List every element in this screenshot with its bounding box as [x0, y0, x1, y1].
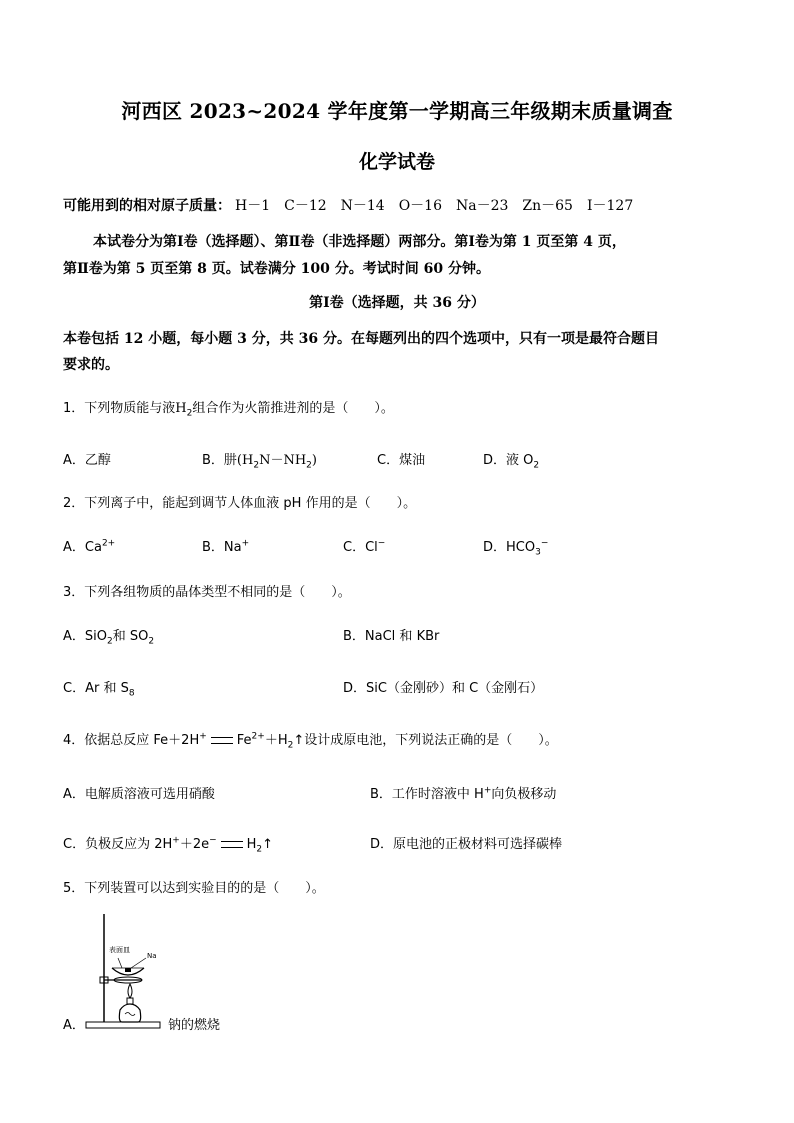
q4-option-c-text-d: ↑: [262, 837, 274, 852]
q3-option-a: [63, 625, 155, 647]
q3-option-a-text-1: A．SiO: [63, 629, 107, 644]
sodium-combustion-apparatus-figure: [84, 910, 164, 1032]
q4-stem-text-c: ＋H: [264, 733, 288, 748]
q1-option-c: C．煤油: [377, 453, 426, 468]
q3-option-a-sub-1: 2: [107, 636, 113, 647]
question-4-stem: [63, 729, 558, 751]
section-note-line-2: 要求的。: [63, 357, 119, 373]
q4-option-c-text-c: H: [246, 837, 257, 852]
q2-option-b-text: B．Na: [202, 540, 242, 555]
apparatus-drawing: [84, 910, 164, 1032]
q3-option-c-sub: 8: [128, 688, 135, 699]
q2-option-a: [63, 536, 115, 555]
q1-option-b-close: ): [311, 453, 317, 468]
q4-option-a: A．电解质溶液可选用硝酸: [63, 787, 215, 802]
q2-option-a-sup: 2+: [101, 538, 116, 549]
section-heading: 第Ⅰ卷（选择题，共 36 分）: [309, 295, 485, 311]
q1-option-b-formula-1: (H: [236, 453, 254, 468]
q4-option-b-text-a: B．工作时溶液中 H: [370, 787, 484, 802]
question-3-stem: 3．下列各组物质的晶体类型不相同的是（ ）。: [63, 585, 351, 600]
q4-option-d: D．原电池的正极材料可选择碳棒: [370, 837, 563, 852]
q5-option-a-caption: 钠的燃烧: [168, 1018, 221, 1033]
equals-double-line-icon: [221, 841, 243, 848]
q2-option-d-sup: −: [540, 538, 549, 549]
q2-option-c-text: C．Cl: [343, 540, 378, 555]
equals-double-line-icon: [211, 737, 233, 744]
q1-option-d-sub: 2: [533, 460, 540, 471]
q4-stem-sub: 2: [287, 740, 294, 751]
q2-option-b-sup: +: [241, 538, 250, 549]
q1-option-b: [202, 449, 317, 471]
q4-stem-text-b: Fe: [236, 733, 252, 748]
q1-option-d-label: D．液 O: [483, 453, 534, 468]
q3-option-c: [63, 677, 135, 699]
q1-option-d: [483, 449, 540, 471]
q3-option-d: D．SiC（金刚砂）和 C（金刚石）: [343, 681, 544, 696]
q1-option-b-sub-2: 2: [306, 460, 312, 471]
q1-h2-subscript: 2: [186, 408, 193, 419]
q2-option-c: [343, 536, 385, 555]
question-5-stem: 5．下列装置可以达到实验目的的是（ ）。: [63, 881, 325, 896]
intro-line-2: 第Ⅱ卷为第 5 页至第 8 页。试卷满分 100 分。考试时间 60 分钟。: [63, 261, 490, 277]
q4-option-c: [63, 833, 274, 855]
section-note-line-1: 本卷包括 12 小题，每小题 3 分，共 36 分。在每题列出的四个选项中，只有一项是最符合题目: [63, 331, 659, 347]
q1-option-b-formula-2: N－NH: [259, 453, 307, 468]
q2-option-b: [202, 536, 249, 555]
q1-stem-text-a: 1．下列物质能与液: [63, 401, 176, 416]
q1-option-a: A．乙醇: [63, 453, 111, 468]
q2-option-a-text: A．Ca: [63, 540, 102, 555]
label-watch-glass: 表面皿: [109, 946, 130, 954]
q3-option-b: B．NaCl 和 KBr: [343, 629, 440, 644]
q4-stem-sup-2: 2+: [251, 731, 265, 742]
q4-stem-sup-1: +: [199, 731, 207, 742]
q2-option-d-sub: 3: [535, 547, 541, 558]
q2-option-d: [483, 536, 549, 558]
q4-option-c-sub: 2: [256, 844, 263, 855]
q3-option-c-text: C．Ar 和 S: [63, 681, 129, 696]
q1-h2-formula: H: [175, 401, 187, 416]
q4-stem-text-d: ↑设计成原电池，下列说法正确的是（ ）。: [293, 733, 558, 748]
q1-option-b-label: B．肼: [202, 453, 237, 468]
q4-option-c-sup-1: +: [172, 835, 180, 846]
q2-option-c-sup: −: [377, 538, 386, 549]
atomic-mass-line: [63, 195, 633, 215]
exam-subtitle: 化学试卷: [358, 151, 435, 173]
q4-option-c-text-a: C．负极反应为 2H: [63, 837, 173, 852]
question-2-stem: 2．下列离子中，能起到调节人体血液 pH 作用的是（ ）。: [63, 496, 417, 511]
q4-option-b-sup: +: [483, 785, 492, 796]
exam-title: 河西区 2023~2024 学年度第一学期高三年级期末质量调查: [121, 99, 673, 123]
atomic-mass-values: H－1 C－12 N－14 O－16 Na－23 Zn－65 I－127: [235, 198, 634, 214]
intro-line-1: 本试卷分为第Ⅰ卷（选择题）、第Ⅱ卷（非选择题）两部分。第Ⅰ卷为第 1 页至第 4 页，: [93, 234, 626, 250]
q3-option-a-text-2: 和 SO: [112, 629, 149, 644]
q4-option-b: [370, 783, 556, 802]
q4-option-b-text-b: 向负极移动: [491, 787, 557, 802]
q2-option-d-text: D．HCO: [483, 540, 536, 555]
q5-option-a-label: A．: [63, 1018, 85, 1033]
q4-stem-text-a: 4．依据总反应 Fe＋2H: [63, 733, 200, 748]
q1-stem-text-b: 组合作为火箭推进剂的是（ ）。: [192, 401, 394, 416]
label-sodium: Na: [147, 952, 157, 960]
q4-option-c-text-b: ＋2e: [179, 837, 210, 852]
q1-option-b-sub-1: 2: [253, 460, 260, 471]
atomic-mass-label: 可能用到的相对原子质量：: [63, 198, 231, 214]
q3-option-a-sub-2: 2: [148, 636, 155, 647]
question-1-stem: [63, 397, 394, 419]
q4-option-c-sup-2: −: [209, 835, 217, 846]
